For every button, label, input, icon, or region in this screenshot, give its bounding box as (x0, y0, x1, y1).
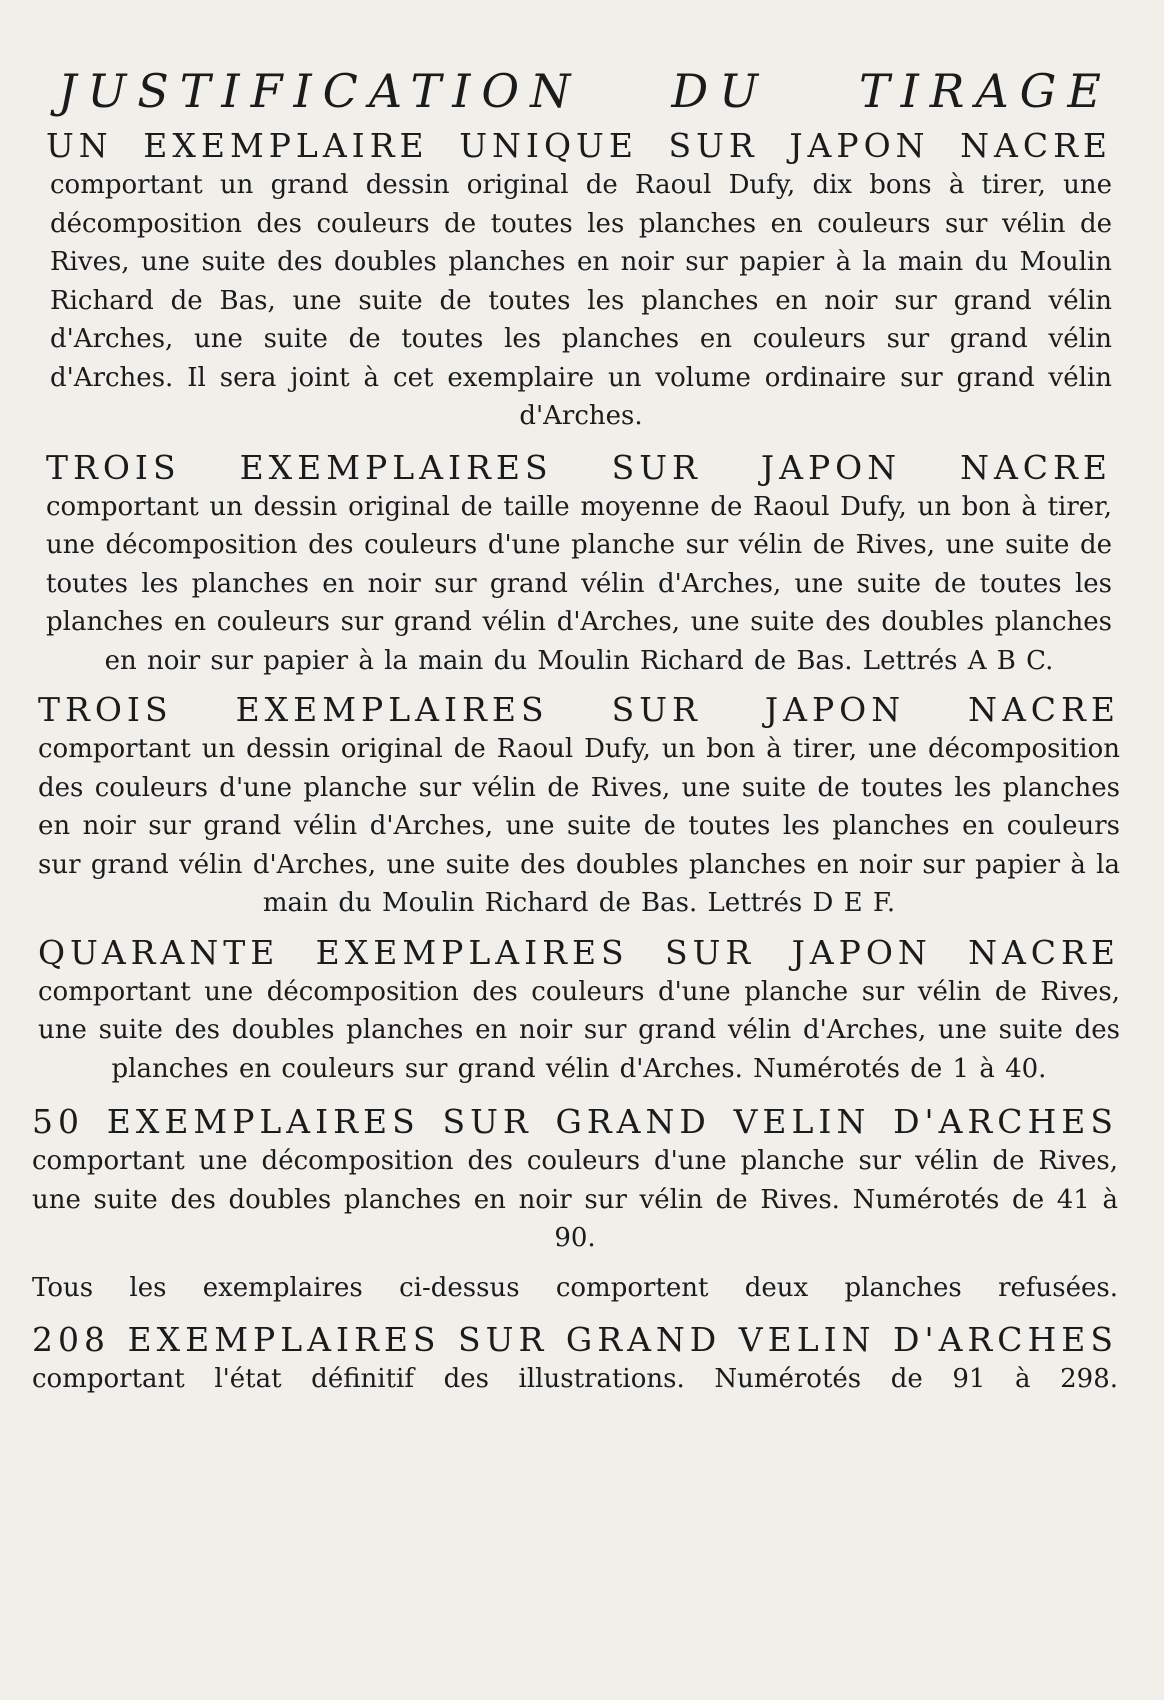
section-body: comportant un dessin original de Raoul Dufy, un bon à tirer, une décomposition des couleurs d'une planche sur vélin de Rives, une suite de toutes les planches en noir sur grand vélin d'Arches, une suite de toutes les planches en couleurs sur grand vélin d'Arches, une suite des doubles planches en noir sur papier à la main du Moulin Richard de Bas. Lettrés D E F. (38, 734, 1120, 918)
edition-section-def (38, 690, 1120, 923)
section-body: comportant un dessin original de taille moyenne de Raoul Dufy, un bon à tirer, une décomposition des couleurs d'une planche sur vélin de Rives, une suite de toutes les planches en noir sur grand vélin d'Arches, une suite de toutes les planches en couleurs sur grand vélin d'Arches, une suite des doubles planches en noir sur papier à la main du Moulin Richard de Bas. Lettrés A B C. (46, 491, 1112, 676)
section-body: comportant l'état définitif des illustrations. Numérotés de 91 à 298. (32, 1363, 1118, 1394)
refused-plates-note (32, 1268, 1118, 1308)
section-heading: TROIS EXEMPLAIRES SUR JAPON NACRE (46, 447, 1112, 487)
section-heading: QUARANTE EXEMPLAIRES SUR JAPON NACRE (38, 932, 1120, 972)
section-body: comportant une décomposition des couleurs d'une planche sur vélin de Rives, une suite des doubles planches en noir sur grand vélin d'Arches, une suite des planches en couleurs sur grand vélin d'Arches. Numérotés de 1 à 40. (38, 976, 1120, 1084)
edition-section-unique (46, 126, 1112, 436)
edition-section-final (32, 1320, 1118, 1399)
page-title: JUSTIFICATION DU TIRAGE (58, 64, 1112, 118)
note-text: Tous les exemplaires ci-dessus comportent deux planches refusées. (32, 1272, 1118, 1303)
section-heading: 50 EXEMPLAIRES SUR GRAND VELIN D'ARCHES (32, 1102, 1118, 1141)
edition-section-abc (46, 448, 1112, 681)
section-body: comportant une décomposition des couleurs d'une planche sur vélin de Rives, une suite des doubles planches en noir sur vélin de Rives. Numérotés de 41 à 90. (32, 1146, 1118, 1253)
section-heading: TROIS EXEMPLAIRES SUR JAPON NACRE (38, 690, 1120, 729)
section-body: comportant un grand dessin original de Raoul Dufy, dix bons à tirer, une décomposition des couleurs de toutes les planches en couleurs sur vélin de Rives, une suite des doubles planches en noir sur papier à la main du Moulin Richard de Bas, une suite de toutes les planches en noir sur grand vélin d'Arches, une suite de toutes les planches en couleurs sur grand vélin d'Arches. Il sera joint à cet exemplaire un volume ordinaire sur grand vélin d'Arches. (50, 170, 1112, 431)
colophon-page (32, 62, 1120, 1398)
edition-section-fifty (32, 1102, 1118, 1258)
edition-section-forty (38, 933, 1120, 1089)
section-heading: UN EXEMPLAIRE UNIQUE SUR JAPON NACRE (46, 126, 1112, 165)
section-heading: 208 EXEMPLAIRES SUR GRAND VELIN D'ARCHES (32, 1319, 1118, 1359)
